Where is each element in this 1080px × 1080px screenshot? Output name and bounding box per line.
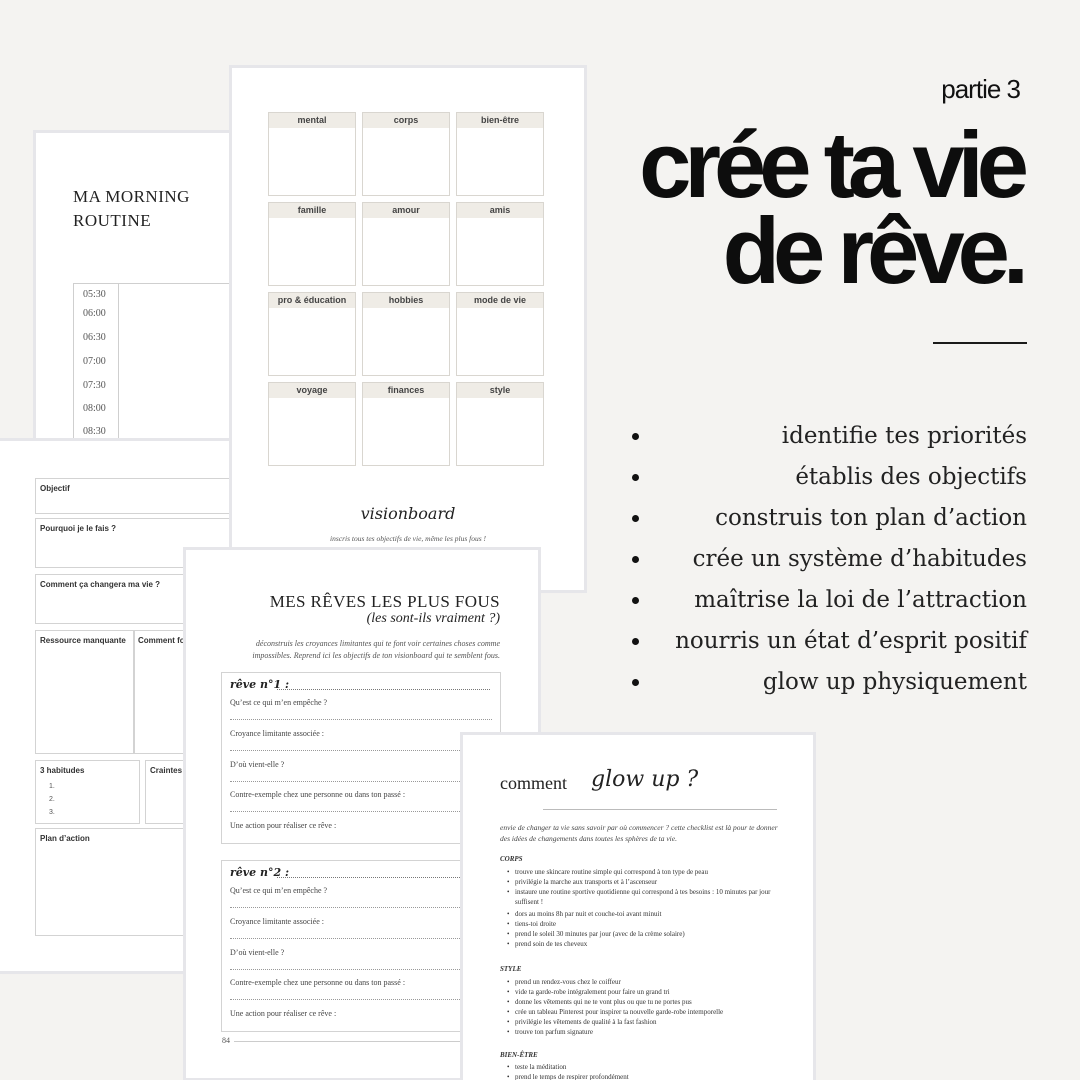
checklist-item: • tiens-toi droite <box>515 919 775 929</box>
answer-line <box>230 781 492 782</box>
feature-item: maîtrise la loi de l’attraction <box>630 584 1027 625</box>
visionboard-page <box>232 68 584 590</box>
ressource-box <box>35 630 135 754</box>
time-slot: 08:00 <box>83 403 106 414</box>
glow-title-word: comment <box>500 773 567 793</box>
time-slot: 05:30 <box>83 289 106 300</box>
reve-2-heading: rêve n°2 : <box>230 866 290 879</box>
vision-cell-bien-etre <box>456 112 544 196</box>
time-slot: 06:30 <box>83 332 106 343</box>
vision-cell-label: mode de vie <box>457 293 543 308</box>
pourquoi-label: Pourquoi je le fais ? <box>40 524 117 533</box>
checklist-item: • vide ta garde-robe intégralement pour faire un grand tri <box>515 987 775 997</box>
answer-line <box>230 999 492 1000</box>
feature-item: établis des objectifs <box>630 461 1027 502</box>
headline-divider <box>933 342 1027 344</box>
vision-cell-label: amis <box>457 203 543 218</box>
feature-item: nourris un état d’esprit positif <box>630 625 1027 666</box>
answer-line <box>230 907 492 908</box>
checklist-item: • prend un rendez-vous chez le coiffeur <box>515 977 775 987</box>
answer-line <box>230 750 492 751</box>
time-slot: 08:30 <box>83 426 106 437</box>
morning-title-line2: ROUTINE <box>73 211 152 230</box>
vision-cell-label: mental <box>269 113 355 128</box>
reve-question: Une action pour réaliser ce rêve : <box>230 1009 337 1018</box>
plan-action-label: Plan d’action <box>40 834 90 843</box>
vision-cell-label: hobbies <box>363 293 449 308</box>
bien-etre-heading: BIEN-ÊTRE <box>500 1051 538 1059</box>
reve-question: Contre-exemple chez une personne ou dans ton passé : <box>230 790 406 799</box>
answer-line <box>230 719 492 720</box>
checklist-item: • crée un tableau Pinterest pour inspirer ta nouvelle garde-robe intemporelle <box>515 1007 775 1017</box>
time-slot: 07:00 <box>83 356 106 367</box>
checklist-item: • trouve une skincare routine simple qui correspond à ton type de peau <box>515 867 775 877</box>
style-heading: STYLE <box>500 965 522 973</box>
objectif-label: Objectif <box>40 484 70 493</box>
reves-title: MES RÊVES LES PLUS FOUS <box>269 592 500 611</box>
vision-cell-label: finances <box>363 383 449 398</box>
vision-cell-label: amour <box>363 203 449 218</box>
craintes-label: Craintes <box>150 766 183 775</box>
glow-up-page <box>463 735 813 1080</box>
checklist-item: • dors au moins 8h par nuit et couche-toi avant minuit <box>515 909 775 919</box>
objectif-box <box>35 478 235 514</box>
morning-title-line1: MA MORNING <box>73 187 190 206</box>
habitudes-label: 3 habitudes <box>40 766 85 775</box>
habit-number: 2. <box>49 796 55 803</box>
reves-intro: déconstruis les croyances limitantes qui te font voir certaines choses comme impossibles. Reprend ici les objectifs de ton visionboard qui te semblent fous. <box>252 639 500 660</box>
part-label: partie 3 <box>941 74 1020 104</box>
reve-question: Croyance limitante associée : <box>230 917 324 926</box>
vision-cell-corps <box>362 112 450 196</box>
vision-cell-pro-education <box>268 292 356 376</box>
vision-cell-style <box>456 382 544 466</box>
schedule-table <box>73 283 246 463</box>
vision-cell-label: voyage <box>269 383 355 398</box>
page-number: 84 <box>222 1036 230 1045</box>
vision-cell-voyage <box>268 382 356 466</box>
checklist-item: • instaure une routine sportive quotidienne qui correspond à tes besoins : 10 minutes par jour suffisent ! <box>515 887 775 907</box>
feature-item: construis ton plan d’action <box>630 502 1027 543</box>
checklist-item: • privilégie les vêtements de qualité à la fast fashion <box>515 1017 775 1027</box>
vision-cell-famille <box>268 202 356 286</box>
answer-line <box>230 811 492 812</box>
habit-number: 1. <box>49 783 55 790</box>
reve-1-box <box>221 672 501 844</box>
glow-title-script: glow up ? <box>591 767 699 792</box>
answer-line <box>230 938 492 939</box>
checklist-item: • teste la méditation <box>515 1062 775 1072</box>
vision-cell-label: corps <box>363 113 449 128</box>
reve-question: Une action pour réaliser ce rêve : <box>230 821 337 830</box>
answer-line <box>230 969 492 970</box>
checklist-item: • prend le soleil 30 minutes par jour (avec de la crème solaire) <box>515 929 775 939</box>
reve-question: Qu’est ce qui m’en empêche ? <box>230 698 328 707</box>
comment-fo-label: Comment fo <box>138 636 185 645</box>
footer-rule <box>234 1041 500 1042</box>
time-slot: 07:30 <box>83 380 106 391</box>
reve-question: Contre-exemple chez une personne ou dans ton passé : <box>230 978 406 987</box>
divider <box>277 689 490 690</box>
checklist-item: • donne les vêtements qui ne te vont plus ou que tu ne portes pus <box>515 997 775 1007</box>
checklist-item: • trouve ton parfum signature <box>515 1027 775 1037</box>
corps-heading: CORPS <box>500 855 523 863</box>
reve-question: D’où vient-elle ? <box>230 760 285 769</box>
reve-question: Qu’est ce qui m’en empêche ? <box>230 886 328 895</box>
checklist-item: • privilégie la marche aux transports et à l’ascenseur <box>515 877 775 887</box>
vision-cell-mental <box>268 112 356 196</box>
vision-cell-amis <box>456 202 544 286</box>
vision-cell-label: pro & éducation <box>269 293 355 308</box>
checklist-item: • prend soin de tes cheveux <box>515 939 775 949</box>
vision-cell-label: bien-être <box>457 113 543 128</box>
divider <box>277 877 490 878</box>
comment-vie-label: Comment ça changera ma vie ? <box>40 580 161 589</box>
habitudes-box <box>35 760 140 824</box>
feature-item: crée un système d’habitudes <box>630 543 1027 584</box>
vision-cell-mode-de-vie <box>456 292 544 376</box>
reves-subtitle: (les sont-ils vraiment ?) <box>366 611 500 626</box>
ressource-label: Ressource manquante <box>40 636 126 645</box>
checklist-item: • prend le temps de respirer profondément <box>515 1072 775 1080</box>
divider <box>543 809 777 810</box>
vision-cell-finances <box>362 382 450 466</box>
reve-2-box <box>221 860 501 1032</box>
morning-routine-page <box>36 133 246 463</box>
reve-question: D’où vient-elle ? <box>230 948 285 957</box>
visionboard-title: visionboard <box>360 504 456 523</box>
visionboard-subtitle: inscris tous tes objectifs de vie, même les plus fous ! <box>329 534 487 543</box>
vision-cell-amour <box>362 202 450 286</box>
reve-question: Croyance limitante associée : <box>230 729 324 738</box>
vision-cell-label: famille <box>269 203 355 218</box>
habit-number: 3. <box>49 809 55 816</box>
vision-cell-hobbies <box>362 292 450 376</box>
vision-cell-label: style <box>457 383 543 398</box>
time-slot: 06:00 <box>83 308 106 319</box>
headline-line2: de rêve. <box>722 198 1022 303</box>
morning-routine-title <box>73 185 190 233</box>
feature-list <box>630 420 1027 707</box>
glow-intro: envie de changer ta vie sans savoir par où commencer ? cette checklist est là pour te donner des idées de changements dans toutes les sphères de ta vie. <box>500 823 778 843</box>
headline-line1: crée ta vie <box>639 112 1022 217</box>
reve-1-heading: rêve n°1 : <box>230 678 290 691</box>
feature-item: identifie tes priorités <box>630 420 1027 461</box>
feature-item: glow up physiquement <box>630 666 1027 707</box>
